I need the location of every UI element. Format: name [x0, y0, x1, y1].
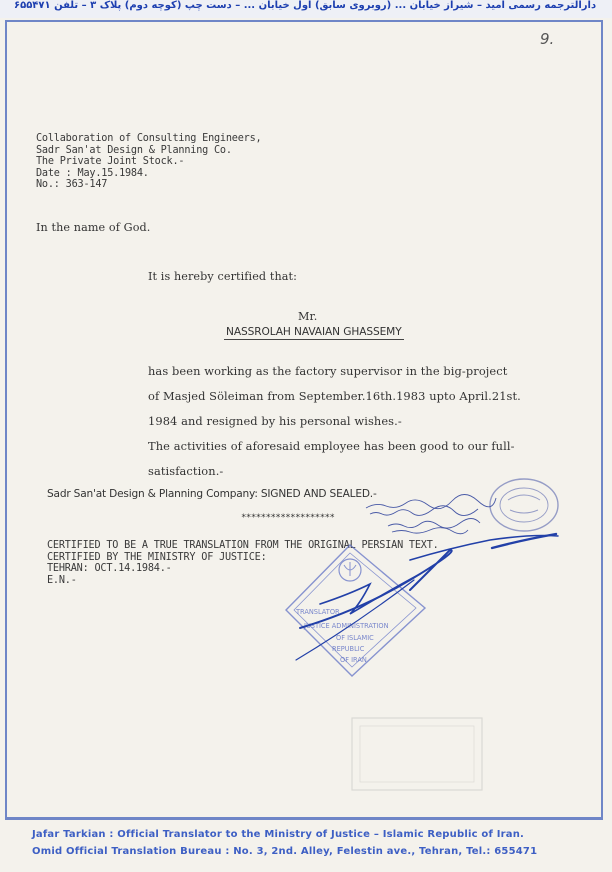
- stamp-line-4: REPUBLIC: [332, 645, 365, 653]
- stamp-line-1: TRANSLATOR: [296, 608, 340, 616]
- sender-line-1: Collaboration of Consulting Engineers,: [36, 133, 262, 144]
- persian-header: دارالترجمه رسمی امید – شیراز خیابان ... (روبروی سابق) اول خیابان ... – دست چپ (کوچه دوم) پلاک ۳ – تلفن ۶۵۵۴۷۱: [14, 0, 597, 11]
- salutation: In the name of God.: [36, 221, 151, 234]
- stamp-line-3: OF ISLAMIC: [336, 634, 374, 642]
- certification-line-1: CERTIFIED TO BE A TRUE TRANSLATION FROM THE ORIGINAL PERSIAN TEXT.: [47, 540, 439, 551]
- body-line-1: has been working as the factory supervisor in the big-project: [148, 364, 508, 378]
- certify-intro: It is hereby certified that:: [148, 270, 297, 283]
- certification-line-4: E.N.-: [47, 574, 77, 586]
- footer-line-1: Jafar Tarkian : Official Translator to the Ministry of Justice – Islamic Republic of Iran.: [32, 829, 525, 840]
- employee-name: NASSROLAH NAVAIAN GHASSEMY: [226, 326, 402, 338]
- letter-date: Date : May.15.1984.: [36, 167, 149, 179]
- persian-handwriting: [366, 495, 496, 534]
- faded-rect-stamp: [352, 718, 482, 790]
- body-line-5: satisfaction.-: [148, 464, 224, 478]
- body-line-4: The activities of aforesaid employee has been good to our full-: [148, 439, 515, 453]
- letter-number: No.: 363-147: [36, 179, 108, 190]
- separator-stars: *******************: [241, 513, 335, 523]
- company-signed-line: Sadr San'at Design & Planning Company: SIGNED AND SEALED.-: [47, 488, 377, 500]
- footer-line-2: Omid Official Translation Bureau : No. 3, 2nd. Alley, Felestin ave., Tehran, Tel.: 655471: [32, 846, 538, 857]
- body-line-3: 1984 and resigned by his personal wishes.-: [148, 414, 402, 428]
- sender-line-2: Sadr San'at Design & Planning Co.: [36, 144, 232, 156]
- sender-line-3: The Private Joint Stock.-: [36, 156, 185, 167]
- page-number: 9.: [540, 30, 555, 48]
- stamp-line-5: OF IRAN: [340, 656, 367, 664]
- footer-block: [32, 826, 537, 860]
- certification-line-3: TEHRAN: OCT.14.1984.-: [47, 563, 172, 574]
- honorific: Mr.: [298, 310, 318, 323]
- body-line-2: of Masjed Söleiman from September.16th.1983 upto April.21st.: [148, 389, 521, 403]
- certification-line-2: CERTIFIED BY THE MINISTRY OF JUSTICE:: [47, 551, 267, 563]
- company-round-seal: [490, 479, 558, 531]
- stamp-line-2: JUSTICE ADMINISTRATION: [304, 622, 389, 630]
